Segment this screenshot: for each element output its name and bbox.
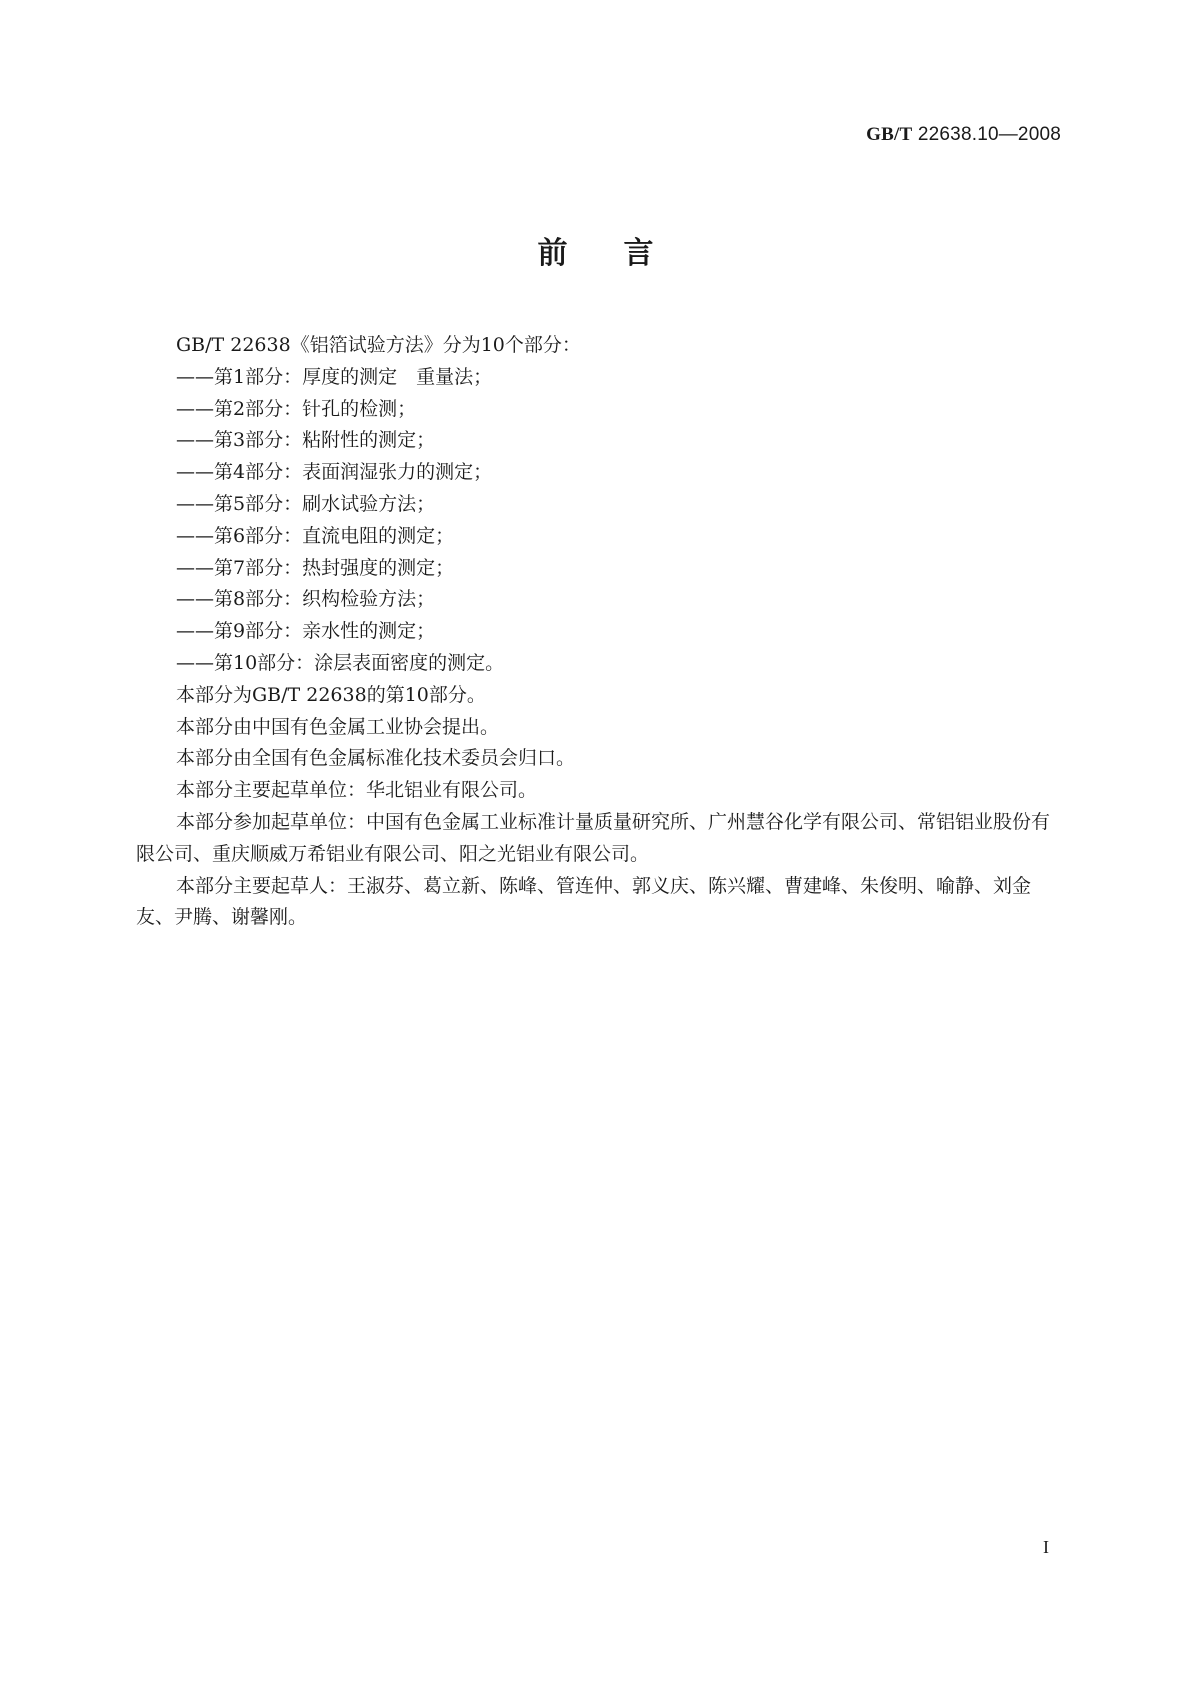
proposer-statement: 本部分由中国有色金属工业协会提出。 — [176, 715, 500, 738]
standard-code-prefix: GB/T — [866, 124, 913, 145]
part-item-6: ——第6部分：直流电阻的测定； — [176, 524, 455, 547]
part-statement: 本部分为GB/T 22638的第10部分。 — [176, 683, 486, 706]
intro-paragraph: GB/T 22638《铝箔试验方法》分为10个部分： — [176, 334, 581, 356]
part-item-10: ——第10部分：涂层表面密度的测定。 — [176, 651, 505, 674]
standard-code — [866, 124, 1061, 146]
part-item-2: ——第2部分：针孔的检测； — [176, 397, 417, 420]
foreword-body — [136, 330, 1066, 934]
part-item-1: ——第1部分：厚度的测定 重量法； — [176, 365, 493, 388]
part-item-7: ——第7部分：热封强度的测定； — [176, 556, 455, 579]
page-number: I — [1043, 1537, 1049, 1557]
main-drafters: 本部分主要起草人：王淑芬、葛立新、陈峰、管连仲、郭义庆、陈兴耀、曹建峰、朱俊明、喻静、刘金友、尹腾、谢馨刚。 — [136, 874, 1032, 929]
committee-statement: 本部分由全国有色金属标准化技术委员会归口。 — [176, 747, 576, 770]
part-item-9: ——第9部分：亲水性的测定； — [176, 620, 436, 643]
standard-code-number: 22638.10—2008 — [917, 124, 1061, 145]
participating-units: 本部分参加起草单位：中国有色金属工业标准计量质量研究所、广州慧谷化学有限公司、常铝铝业股份有限公司、重庆顺威万希铝业有限公司、阳之光铝业有限公司。 — [136, 810, 1051, 865]
part-item-4: ——第4部分：表面润湿张力的测定； — [176, 461, 493, 484]
part-item-5: ——第5部分：刷水试验方法； — [176, 492, 436, 515]
page-title: 前言 — [537, 236, 710, 271]
main-drafter-unit: 本部分主要起草单位：华北铝业有限公司。 — [176, 779, 538, 802]
part-item-3: ——第3部分：粘附性的测定； — [176, 429, 436, 452]
part-item-8: ——第8部分：织构检验方法； — [176, 588, 436, 611]
